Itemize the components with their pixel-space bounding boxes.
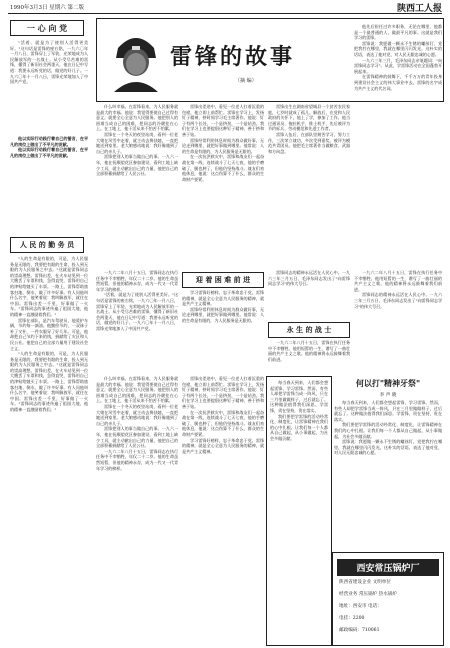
paragraph: "人的生命是有限的，可是，为人民服务是无限的，我要把有限的生命，投入到无限的为人民服务之中去。"这就是雷锋同志的崇高理想。雷锋出差，在火车站见到一位大嫂丢了车票和钱，急得直哭，雷锋用自己的津贴给她买了车票。一路上，雷锋帮助旅客扫地、倒水，做了许多好事。有人问他叫什么名字，他笑着说：我叫解放军，就住在中国。雷锋出差一千里，好事做了一火车。"雷锋同志的事迹传遍了祖国大地，他的精神一直激励着我们。" [10, 351, 88, 413]
paragraph: 一九六二年八月十五日，雷锋同志在执行任务中不幸牺牲，年仅二十二岁。他的生命虽然短暂，但他的精神永存，成为一代又一代青年学习的榜样。 [96, 448, 178, 471]
paragraph: "人的生命是有限的，可是，为人民服务是无限的，我要把有限的生命，投入到无限的为人民服务之中去。"这就是雷锋同志的崇高理想。雷锋出差，在火车站见到一位大嫂丢了车票和钱，急得直哭，雷锋用自己的津贴给她买了车票。一路上，雷锋帮助旅客扫地、倒水，做了许多好事。有人问他叫什么名字，他笑着说：我叫解放军，就住在中国。雷锋出差一千里，好事做了一火车。"雷锋同志的事迹传遍了祖国大地，他的精神一直激励着我们。" [10, 256, 88, 317]
paragraph: 我们要把学雷锋的活动经常化、制度化，让雷锋精神在我们的心中扎根。让我们每一个人都从自己做起，从小事做起，为社会多做贡献。 [334, 422, 442, 439]
dateline: 1990年3月3日 星期六 第二版 [10, 5, 84, 11]
article-column [268, 340, 350, 370]
paragraph: 雷锋经常利用休息时间为群众做好事，无论走到哪里，就把好事做到哪里。他常说：人的生命是有限的，为人民服务是无限的。 [182, 137, 264, 154]
article-column [182, 290, 264, 370]
ad-line: 地址：西安市 电话： [339, 604, 382, 609]
section-heading: 人 民 的 勤 务 员 [19, 240, 75, 249]
article-column [182, 376, 264, 644]
lead-headline: 雷锋的故事 [170, 45, 296, 70]
paragraph: 雷锋经常利用休息时间为群众做好事，无论走到哪里，就把好事做到哪里。他常说：人的生命是有限的，为人民服务是无限的。 [182, 306, 264, 323]
paragraph: 他先后担任过许多职务，无论在哪里，他都是一个最普通的人，做最平凡的事。这就是我们学习的雷锋。 [354, 24, 442, 41]
article-column [268, 104, 350, 264]
ad-line: 邮政编码：710061 [339, 628, 380, 633]
paragraph: 什么叫幸福，在雷锋看来，为人民服务就是最大的幸福。他说：我觉得要使自己过得有意义，就要全心全意为人民服务。他把别人的困难当成自己的困难，把同志的冷暖挂在心上。在工地上，他干活从来不怕苦不怕累。 [96, 104, 178, 132]
article-column [96, 104, 178, 264]
paragraph: 他以实际行动践行着自己的誓言，在平凡的岗位上做出了不平凡的贡献。 [10, 136, 88, 147]
article-column [96, 376, 178, 644]
paragraph: 雷锋同志的精神永远活在人民心中。一九六三年三月五日，毛泽东同志发出了"向雷锋同志学习"的伟大号召。 [268, 270, 350, 287]
article-column [10, 256, 88, 644]
paragraph: 他以实际行动践行着自己的誓言，在平凡的岗位上做出了不平凡的贡献。 [10, 147, 88, 158]
ad-line: 经营业务 常压锅炉 热水锅炉 [339, 592, 398, 597]
paragraph: 每当春天到来，人们都会想起雷锋，学习雷锋。然而，有些人却把学雷锋当成一阵风，只在三月里做做样子，过后就忘了。这种做法值得我们深思。学雷锋，贵在坚持，贵在落实。 [334, 400, 442, 422]
article-column [10, 40, 88, 134]
section-heading-box [182, 272, 264, 288]
paragraph: 雷锋把别人的事当做自己的事。一九六一年，他在抚顺望花区参加建设，看到工地上缺少工具，就主动献出自己的力量，他把自己的全部积蓄捐献给了人民公社。 [96, 426, 178, 449]
paragraph: 一九六二年八月十五日，雷锋同志在执行任务中不幸牺牲，年仅二十二岁。他的生命虽然短暂，但他的精神永存，成为一代又一代青年学习的榜样。 [96, 270, 178, 292]
section-heading-box [10, 20, 84, 36]
paragraph: 雷锋同志的精神永远活在人民心中。一九六三年三月五日，毛泽东同志发出了"向雷锋同志学习"的伟大号召。 [354, 292, 442, 309]
paragraph: 学习雷锋好榜样，忠于革命忠于党。雷锋的精神，就是全心全意为人民服务的精神，就是共产主义精神。 [182, 290, 264, 307]
paragraph: 在一次抗洪救灾中，雷锋和战友们一起奋战在第一线，连续战斗了七天七夜，他的手磨破了，腿也肿了，但他仍坚持战斗。战友们劝他休息，他说：这点伤算不了什么，群众的生命财产要紧。 [182, 154, 264, 182]
article-author: 李 声 晓 [379, 393, 397, 398]
portrait-image [110, 28, 162, 92]
article-column [182, 104, 264, 264]
header-rule [8, 13, 442, 14]
paragraph: 雷锋把别人的事当做自己的事。一九六一年，他在抚顺望花区参加建设，看到工地上缺少工具，就主动献出自己的力量，他把自己的全部积蓄捐献给了人民公社。 [96, 154, 178, 177]
paragraph: 雷锋说：我愿做一颗永不生锈的螺丝钉，党把我拧在哪里，我就在哪里闪闪发光。这朴实的话语，表达了他对党、对人民无限忠诚的心愿。 [354, 40, 442, 57]
article-column [354, 270, 442, 370]
paragraph: 什么叫幸福，在雷锋看来，为人民服务就是最大的幸福。他说：我觉得要使自己过得有意义，就要全心全意为人民服务。他把别人的困难当成自己的困难，把同志的冷暖挂在心上。在工地上，他干活从来不怕苦不怕累。 [96, 376, 178, 404]
article-column [96, 270, 178, 370]
article-column [268, 270, 350, 320]
ad-line: 电挂：2200 [339, 616, 365, 621]
paragraph: 雷锋说：我愿做一颗永不生锈的螺丝钉，党把我拧在哪里，我就在哪里闪闪发光。这朴实的话语，表达了他对党、对人民无限忠诚的心愿。 [334, 439, 442, 456]
section-heading-box [268, 322, 350, 338]
ad-title: 西安常压锅炉厂 [337, 559, 439, 576]
paragraph: 一九六二年八月十五日，雷锋在执行任务中不幸牺牲。他用短暂的一生，谱写了一曲壮丽的共产主义之歌。他的精神将永远鼓舞着我们前进。 [354, 270, 442, 292]
paragraph: "活着，就是为了使别人活得更美好。"这句话是雷锋的座右铭，一九六〇年一月八日，雷锋穿上了军装，光荣地成为人民解放军的一名战士。从小受尽苦难的雷锋，懂得了新旧社会两重天，他在日记中写道：我要永远听党的话，做党的好儿子。一九六〇年十一月八日，雷锋光荣地加入了中国共产党。 [10, 40, 88, 85]
section-heading: 迎 着 困 难 前 进 [195, 275, 251, 284]
article-headline: 何以打"精神牙祭" [355, 378, 421, 388]
lead-byline: （摘 编） [235, 78, 257, 84]
paragraph: 我们要把学雷锋的活动经常化、制度化，让雷锋精神在我们的心中扎根。让我们每一个人都从自己做起，从小事做起，为社会多做贡献。 [270, 413, 328, 441]
paragraph: 雷锋在部队，是汽车驾驶员，他爱护车辆，节约每一滴油。他勤俭节约，一双袜子补了又补，一件衣服穿了好几年。可是，他却把自己节约下来的钱，捐献给了灾区和人民公社。他把自己的全部力量用于建设社会主义。 [10, 317, 88, 351]
paragraph: 一九六三年三月，毛泽东同志亲笔题词："向雷锋同志学习"。从此，学雷锋活动在全国蓬勃开展起来。 [354, 57, 442, 74]
section-heading: 一 心 向 党 [26, 23, 68, 33]
article-column [10, 136, 88, 228]
advertisement-box [332, 552, 444, 646]
paragraph: "活着，就是为了使别人活得更美好。"这句话是雷锋的座右铭，一九六〇年一月八日，雷锋穿上了军装，光荣地成为人民解放军的一名战士。从小受尽苦难的雷锋，懂得了新旧社会两重天，他在日记中写道：我要永远听党的话，做党的好儿子。一九六〇年十一月八日，雷锋光荣地加入了中国共产党。 [96, 292, 178, 331]
paragraph: 雷锋出差途中，看见一位老人扛着沉重的包袱，他立即上前帮忙。雷锋在学习上，发扬钉子精神，挤时间学习毛主席著作。他说：钉子有两个长处，一个是挤劲，一个是钻劲。我们在学习上也要提倡这种钉子精神，善于挤和善于钻。 [182, 104, 264, 137]
paragraph: 雷锋在一个冬天的夜里站岗，看到一位老大娘在风雪中走着，就主动去搀扶她，一直把她送到家里。老大娘感动地说：我好像遇到了自己的亲儿子。 [96, 131, 178, 154]
article-column [270, 380, 328, 642]
paragraph: 雷锋在一个冬天的夜里站岗，看到一位老大娘在风雪中走着，就主动去搀扶她，一直把她送到家里。老大娘感动地说：我好像遇到了自己的亲儿子。 [96, 403, 178, 426]
paragraph: 雷锋出差途中，看见一位老人扛着沉重的包袱，他立即上前帮忙。雷锋在学习上，发扬钉子精神，挤时间学习毛主席著作。他说：钉子有两个长处，一个是挤劲，一个是钻劲。我们在学习上也要提倡这种钉子精神，善于挤和善于钻。 [182, 376, 264, 409]
ad-line: 陕西省建设企业 文明单位 [339, 580, 391, 585]
paragraph: 每当春天到来，人们都会想起雷锋，学习雷锋。然而，有些人却把学雷锋当成一阵风，只在三月里做做样子，过后就忘了。这种做法值得我们深思。学雷锋，贵在坚持，贵在落实。 [270, 380, 328, 413]
paragraph: 一九六二年八月十五日，雷锋在执行任务中不幸牺牲。他用短暂的一生，谱写了一曲壮丽的共产主义之歌。他的精神将永远鼓舞着我们前进。 [268, 340, 350, 362]
section-heading-box [10, 237, 84, 253]
paragraph: 在一次抗洪救灾中，雷锋和战友们一起奋战在第一线，连续战斗了七天七夜，他的手磨破了，腿也肿了，但他仍坚持战斗。战友们劝他休息，他说：这点伤算不了什么，群众的生命财产要紧。 [182, 409, 264, 437]
article-column [354, 24, 442, 264]
page-title: 陕西工人报 [396, 4, 442, 14]
paragraph: 雷锋入伍后，在部队里刻苦学习，努力工作，三次荣立战功，多次受到嘉奖，被评为模范共青团员。他把毛主席著作当做粮食、武器和方向盘。 [268, 131, 350, 154]
article-column [334, 400, 442, 548]
section-heading: 永 生 的 战 士 [286, 325, 332, 334]
paragraph: 在雷锋精神的鼓舞下，千千万万的青年投身到建设社会主义的伟大事业中去，雷锋的名字成为共产主义的代名词。 [354, 74, 442, 91]
paragraph: 雷锋出生在湖南省望城县一个贫苦农民家庭，七岁时就成了孤儿。解放后，在党和人民政府的关怀下，他上了学，参加了工作。他当过通讯员、拖拉机手、推土机手，先后被评为节约标兵、劳动模范和先进工作者。 [268, 104, 350, 132]
paragraph: 学习雷锋好榜样，忠于革命忠于党。雷锋的精神，就是全心全意为人民服务的精神，就是共产主义精神。 [182, 437, 264, 454]
